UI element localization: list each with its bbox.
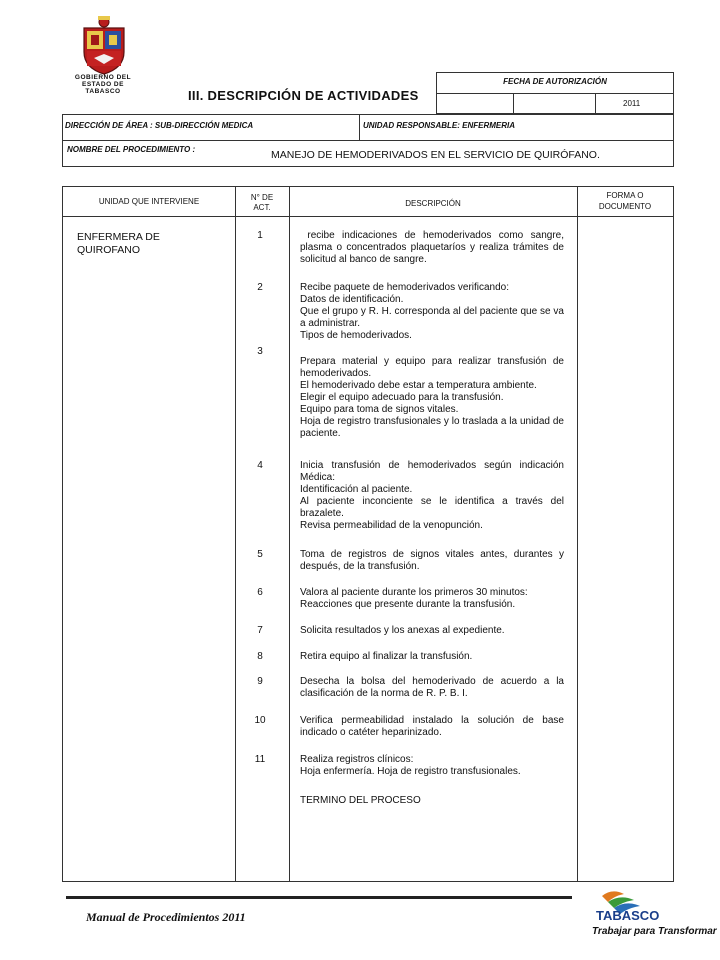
col-header-form bbox=[577, 190, 673, 212]
activity-description-8 bbox=[300, 651, 564, 663]
activity-description-9 bbox=[300, 676, 564, 700]
activity-number-9: 9 bbox=[257, 676, 263, 687]
activity-2-line-3: Que el grupo y R. H. corresponda al del paciente que se va a administrar. bbox=[300, 306, 564, 329]
procedure-row bbox=[62, 140, 674, 167]
activity-4-line-2: Identificación al paciente. bbox=[300, 484, 413, 495]
activity-description-3 bbox=[300, 356, 564, 440]
activity-3-line-3: Elegir el equipo adecuado para la transfusión. bbox=[300, 392, 504, 403]
activity-8-line-1: Retira equipo al finalizar la transfusión. bbox=[300, 651, 473, 662]
direction-row bbox=[62, 114, 674, 141]
activity-1-line-1: recibe indicaciones de hemoderivados como sangre, plasma o concentrados plaquetaríos y realiza trámites de solicitud al banco de sangre. bbox=[300, 230, 567, 265]
activity-6-line-1: Valora al paciente durante los primeros 30 minutos: bbox=[300, 587, 528, 598]
activity-description-1 bbox=[300, 230, 567, 266]
activity-6-line-2: Reacciones que presente durante la transfusión. bbox=[300, 599, 516, 610]
col-header-number-line-2: ACT. bbox=[253, 203, 271, 212]
activity-9-line-1: Desecha la bolsa del hemoderivado de acuerdo a la clasificación de la norma de R. P. B. I. bbox=[300, 676, 564, 699]
caption-line-3: TABASCO bbox=[85, 88, 121, 95]
manual-footer: Manual de Procedimientos 2011 bbox=[86, 910, 246, 924]
col-header-description: DESCRIPCIÓN bbox=[405, 199, 461, 208]
activity-number-2: 2 bbox=[257, 282, 263, 293]
activity-4-line-1: Inicia transfusión de hemoderivados según indicación Médica: bbox=[300, 460, 564, 483]
authorization-label: FECHA DE AUTORIZACIÓN bbox=[503, 77, 607, 86]
date-cell-divider-1 bbox=[513, 93, 514, 114]
activity-number-3: 3 bbox=[257, 346, 263, 357]
activity-11-line-2: Hoja enfermería. Hoja de registro transfusionales. bbox=[300, 766, 521, 777]
col-divider-3 bbox=[577, 187, 578, 881]
activity-description-4 bbox=[300, 460, 564, 532]
tabasco-logo-icon bbox=[590, 886, 717, 938]
direction-divider bbox=[359, 115, 360, 140]
activity-number-5: 5 bbox=[257, 549, 263, 560]
activity-description-7 bbox=[300, 625, 564, 637]
activity-4-line-3: Al paciente inconciente se le identifica a través del brazalete. bbox=[300, 496, 564, 519]
table-header-divider bbox=[63, 216, 673, 217]
tabasco-logo-slogan: Trabajar para Transformar bbox=[592, 926, 717, 937]
direction-label: DIRECCIÓN DE ÁREA : SUB-DIRECCIÓN MEDICA bbox=[65, 121, 254, 130]
activity-2-line-1: Recibe paquete de hemoderivados verificando: bbox=[300, 282, 510, 293]
activity-11-line-1: Realiza registros clínicos: bbox=[300, 754, 414, 765]
col-header-form-line-2: DOCUMENTO bbox=[598, 202, 652, 211]
activity-5-line-1: Toma de registros de signos vitales antes, durantes y después, de la transfusión. bbox=[300, 549, 564, 572]
activity-10-line-1: Verifica permeabilidad instalado la solución de base indicado o catéter heparinizado. bbox=[300, 715, 564, 738]
activity-4-line-4: Revisa permeabilidad de la venopunción. bbox=[300, 520, 483, 531]
activity-number-11: 11 bbox=[254, 754, 266, 765]
col-header-number bbox=[235, 193, 289, 213]
authorization-year: 2011 bbox=[623, 99, 641, 108]
activity-number-7: 7 bbox=[257, 625, 263, 636]
activity-description-5 bbox=[300, 549, 564, 573]
date-cell-divider-2 bbox=[595, 93, 596, 114]
activity-description-2 bbox=[300, 282, 564, 342]
activity-number-1: 1 bbox=[257, 230, 263, 241]
activity-number-8: 8 bbox=[257, 651, 263, 662]
activity-number-4: 4 bbox=[257, 460, 263, 471]
intervening-unit bbox=[77, 231, 160, 256]
page-title: III. DESCRIPCIÓN DE ACTIVIDADES bbox=[188, 88, 419, 103]
activity-number-10: 10 bbox=[254, 715, 266, 726]
col-header-unit: UNIDAD QUE INTERVIENE bbox=[98, 197, 200, 206]
activity-7-line-1: Solicita resultados y los anexas al expediente. bbox=[300, 625, 505, 636]
government-caption bbox=[66, 74, 140, 95]
activity-number-6: 6 bbox=[257, 587, 263, 598]
activity-3-line-2: El hemoderivado debe estar a temperatura ambiente. bbox=[300, 380, 537, 391]
col-header-number-line-1: N° DE bbox=[250, 193, 274, 202]
activity-description-10 bbox=[300, 715, 564, 739]
activity-3-line-4: Equipo para toma de signos vitales. bbox=[300, 404, 459, 415]
procedure-label: NOMBRE DEL PROCEDIMIENTO : bbox=[67, 145, 196, 154]
caption-line-2: ESTADO DE bbox=[82, 81, 124, 88]
activity-3-line-5: Hoja de registro transfusionales y lo traslada a la unidad de paciente. bbox=[300, 416, 564, 439]
tabasco-logo-name: TABASCO bbox=[596, 908, 660, 923]
activity-description-11 bbox=[300, 754, 564, 778]
col-header-form-line-1: FORMA O bbox=[606, 191, 644, 200]
activity-3-line-1: Prepara material y equipo para realizar transfusión de hemoderivados. bbox=[300, 356, 564, 379]
caption-line-1: GOBIERNO DEL bbox=[74, 74, 132, 81]
activity-description-6 bbox=[300, 587, 564, 611]
intervening-unit-line-1: ENFERMERA DE bbox=[77, 231, 160, 243]
col-divider-1 bbox=[235, 187, 236, 881]
footer-rule bbox=[66, 896, 572, 899]
activity-2-line-2: Datos de identificación. bbox=[300, 294, 404, 305]
authorization-box bbox=[436, 72, 674, 114]
process-end-text: TERMINO DEL PROCESO bbox=[300, 795, 421, 806]
procedure-name: MANEJO DE HEMODERIVADOS EN EL SERVICIO DE QUIRÓFANO. bbox=[271, 149, 600, 161]
authorization-divider bbox=[437, 93, 673, 94]
col-divider-2 bbox=[289, 187, 290, 881]
state-coat-of-arms-icon bbox=[78, 14, 130, 80]
activity-2-line-4: Tipos de hemoderivados. bbox=[300, 330, 412, 341]
intervening-unit-line-2: QUIROFANO bbox=[77, 243, 141, 256]
unit-label: UNIDAD RESPONSABLE: ENFERMERIA bbox=[363, 121, 516, 130]
